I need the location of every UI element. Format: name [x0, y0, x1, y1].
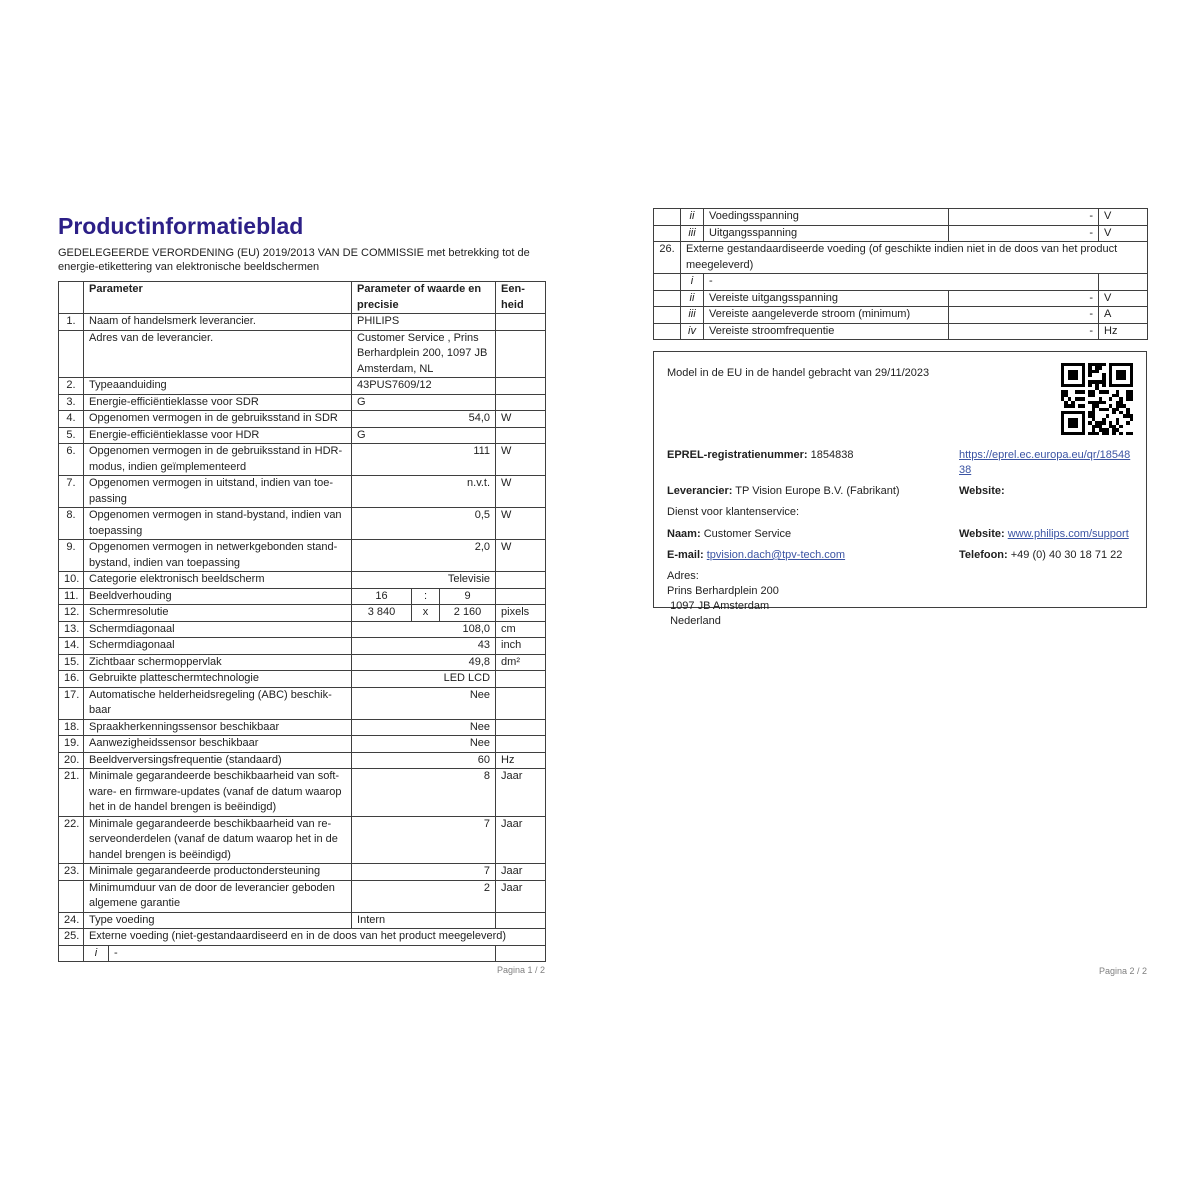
table-row	[59, 654, 546, 671]
parameter-cell: Zichtbaar schermoppervlak	[84, 654, 352, 671]
value-cell: 3 840	[352, 605, 412, 622]
row-number-cell: 6.	[59, 444, 84, 476]
parameter-cell: Voedingsspanning	[704, 209, 949, 226]
unit-cell	[496, 378, 546, 395]
phone-value: +49 (0) 40 30 18 71 22	[1010, 549, 1123, 561]
supplier-info-box	[653, 351, 1147, 627]
table-row	[59, 444, 546, 476]
value-cell: 54,0	[352, 411, 496, 428]
table-row	[59, 314, 546, 331]
parameter-cell: Beeldverhouding	[84, 588, 352, 605]
regulation-subtitle: GEDELEGEERDE VERORDENING (EU) 2019/2013 VAN DE COMMISSIE met betrekking tot de energie-etikettering van elektronische beeldschermen	[58, 247, 530, 273]
value-cell: -	[949, 290, 1099, 307]
value-cell: LED LCD	[352, 671, 496, 688]
sub-index-cell: i	[681, 274, 704, 291]
qr-code-icon	[1061, 363, 1133, 435]
name-website-row	[667, 527, 1133, 542]
value-cell: 2	[352, 880, 496, 912]
value-cell: Nee	[352, 687, 496, 719]
header-unit: Een-heid	[496, 282, 546, 314]
table-row	[59, 816, 546, 864]
parameter-cell: Minimumduur van de door de leverancier geboden algemene garantie	[84, 880, 352, 912]
table-row	[59, 671, 546, 688]
unit-cell: Hz	[496, 752, 546, 769]
value-cell: -	[949, 323, 1099, 340]
row-number-cell: 20.	[59, 752, 84, 769]
unit-cell: W	[496, 540, 546, 572]
value-cell: Nee	[352, 719, 496, 736]
table-row	[654, 242, 1148, 274]
page1-footer: Pagina 1 / 2	[496, 965, 545, 975]
unit-cell: dm²	[496, 654, 546, 671]
service-name	[667, 527, 955, 542]
unit-cell: Jaar	[496, 769, 546, 817]
supplier-name: TP Vision Europe B.V. (Fabrikant)	[735, 485, 900, 497]
eprel-link[interactable]: https://eprel.ec.europa.eu/qr/1854838	[959, 449, 1131, 476]
supplier	[667, 484, 955, 499]
value-cell: 49,8	[352, 654, 496, 671]
parameter-cell: Opgenomen vermogen in stand-bystand, indien van toepassing	[84, 508, 352, 540]
table-row	[59, 945, 546, 962]
table-row	[59, 330, 546, 378]
parameter-cell: Energie-efficiëntieklasse voor HDR	[84, 427, 352, 444]
parameter-cell: Vereiste stroomfrequentie	[704, 323, 949, 340]
unit-cell: W	[496, 476, 546, 508]
table-row	[654, 225, 1148, 242]
sub-index-cell: iii	[681, 225, 704, 242]
value-cell: -	[949, 307, 1099, 324]
table-row	[59, 864, 546, 881]
sub-index-cell: iii	[681, 307, 704, 324]
value-cell: Customer Service , Prins Berhardplein 200, 1097 JB Amsterdam, NL	[352, 330, 496, 378]
parameter-cell: Type voeding	[84, 912, 352, 929]
parameter-cell: Categorie elektronisch beeldscherm	[84, 572, 352, 589]
row-number-cell	[654, 323, 681, 340]
row-number-cell: 7.	[59, 476, 84, 508]
unit-cell: W	[496, 508, 546, 540]
parameter-cell: Vereiste uitgangsspanning	[704, 290, 949, 307]
value-cell: 0,5	[352, 508, 496, 540]
unit-cell: W	[496, 444, 546, 476]
row-number-cell: 23.	[59, 864, 84, 881]
value-cell: 108,0	[352, 621, 496, 638]
unit-cell	[496, 945, 546, 962]
table-row	[59, 378, 546, 395]
table-row	[59, 411, 546, 428]
parameter-cell: Naam of handelsmerk leverancier.	[84, 314, 352, 331]
table-row	[654, 307, 1148, 324]
email-phone-row	[667, 548, 1133, 563]
parameter-cell: Opgenomen vermogen in de gebruiksstand in HDR-modus, indien geïmplementeerd	[84, 444, 352, 476]
unit-cell	[496, 572, 546, 589]
support-website-link[interactable]: www.philips.com/support	[1007, 528, 1129, 540]
product-parameters-table	[58, 281, 546, 962]
table-row	[59, 508, 546, 540]
row-number-cell: 26.	[654, 242, 681, 274]
unit-cell: W	[496, 411, 546, 428]
value-cell: 111	[352, 444, 496, 476]
address-line: Nederland	[667, 615, 721, 627]
parameter-cell: Minimale gegarandeerde beschikbaarheid van soft-ware- en firmware-updates (vanaf de datum waarop het in de handel brengen is beëindigd)	[84, 769, 352, 817]
spanning-parameter-cell: Externe voeding (niet-gestandaardiseerd en in de doos van het product meegeleverd)	[84, 929, 546, 946]
table-row	[59, 912, 546, 929]
value-cell: Nee	[352, 736, 496, 753]
table-row	[59, 621, 546, 638]
value-separator-cell: :	[412, 588, 440, 605]
row-number-cell	[59, 945, 84, 962]
parameter-cell: Minimale gegarandeerde beschikbaarheid van re-serveonderdelen (vanaf de datum waarop het in de handel brengen is beëindigd)	[84, 816, 352, 864]
unit-cell	[496, 330, 546, 378]
value-cell: 7	[352, 816, 496, 864]
service-email	[667, 548, 955, 563]
table-row	[654, 290, 1148, 307]
parameter-cell: Minimale gegarandeerde productondersteuning	[84, 864, 352, 881]
parameter-cell: Schermdiagonaal	[84, 621, 352, 638]
value-cell: n.v.t.	[352, 476, 496, 508]
parameter-cell: Typeaanduiding	[84, 378, 352, 395]
address-line: Prins Berhardplein 200	[667, 585, 779, 597]
value-cell: 43	[352, 638, 496, 655]
table-row	[59, 687, 546, 719]
row-number-cell: 18.	[59, 719, 84, 736]
table-row	[59, 394, 546, 411]
unit-cell	[1099, 274, 1148, 291]
unit-cell: Jaar	[496, 864, 546, 881]
unit-cell: Jaar	[496, 880, 546, 912]
table-row	[59, 638, 546, 655]
value-cell: 8	[352, 769, 496, 817]
support-website-label: Website:	[959, 528, 1005, 540]
table-row	[654, 274, 1148, 291]
value-cell: 16	[352, 588, 412, 605]
header-value: Parameter of waarde en precisie	[352, 282, 496, 314]
row-number-cell: 13.	[59, 621, 84, 638]
address-block	[667, 569, 1133, 629]
unit-cell: V	[1099, 209, 1148, 226]
website-label: Website:	[959, 485, 1005, 497]
unit-cell	[496, 671, 546, 688]
unit-cell: V	[1099, 225, 1148, 242]
row-number-cell: 25.	[59, 929, 84, 946]
unit-cell: cm	[496, 621, 546, 638]
value-cell: 9	[440, 588, 496, 605]
row-number-cell	[654, 225, 681, 242]
unit-cell	[496, 736, 546, 753]
row-number-cell: 17.	[59, 687, 84, 719]
table-row	[59, 540, 546, 572]
row-number-cell: 15.	[59, 654, 84, 671]
eprel-number: 1854838	[810, 449, 854, 461]
value-cell: Televisie	[352, 572, 496, 589]
website-label-cell	[959, 484, 1133, 499]
phone-label: Telefoon:	[959, 549, 1008, 561]
value-cell: -	[949, 225, 1099, 242]
row-number-cell: 21.	[59, 769, 84, 817]
page2-footer: Pagina 2 / 2	[1098, 966, 1147, 976]
support-website-cell	[959, 527, 1133, 542]
page-1	[58, 213, 545, 976]
model-market-date: Model in de EU in de handel gebracht van 29/11/2023	[667, 367, 930, 379]
row-number-cell: 9.	[59, 540, 84, 572]
dash-value-cell: -	[704, 274, 1099, 291]
table-row	[59, 476, 546, 508]
email-label: E-mail:	[667, 549, 704, 561]
table-row	[59, 736, 546, 753]
row-number-cell: 1.	[59, 314, 84, 331]
table-header-row	[59, 282, 546, 314]
unit-cell	[496, 427, 546, 444]
row-number-cell: 5.	[59, 427, 84, 444]
row-number-cell: 4.	[59, 411, 84, 428]
table-row	[59, 588, 546, 605]
parameter-cell: Automatische helderheidsregeling (ABC) beschik-baar	[84, 687, 352, 719]
unit-cell	[496, 588, 546, 605]
parameter-cell: Beeldverversingsfrequentie (standaard)	[84, 752, 352, 769]
parameter-cell: Schermdiagonaal	[84, 638, 352, 655]
email-link[interactable]: tpvision.dach@tpv-tech.com	[706, 549, 846, 561]
unit-cell	[496, 314, 546, 331]
table-row	[654, 209, 1148, 226]
row-number-cell: 19.	[59, 736, 84, 753]
row-number-cell: 10.	[59, 572, 84, 589]
eprel-link-cell	[959, 448, 1133, 478]
unit-cell: Jaar	[496, 816, 546, 864]
unit-cell	[496, 719, 546, 736]
value-cell: 2 160	[440, 605, 496, 622]
eprel-label: EPREL-registratienummer:	[667, 449, 808, 461]
parameter-cell: Spraakherkenningssensor beschikbaar	[84, 719, 352, 736]
parameter-cell: Uitgangsspanning	[704, 225, 949, 242]
parameter-cell: Gebruikte platteschermtechnologie	[84, 671, 352, 688]
page-2	[653, 208, 1147, 976]
supplier-row	[667, 484, 1133, 499]
sub-index-cell: ii	[681, 209, 704, 226]
row-number-cell	[59, 880, 84, 912]
sub-index-cell: i	[84, 945, 109, 962]
table-row	[59, 605, 546, 622]
row-number-cell: 22.	[59, 816, 84, 864]
value-cell: 43PUS7609/12	[352, 378, 496, 395]
table-row	[59, 719, 546, 736]
row-number-cell: 2.	[59, 378, 84, 395]
row-number-cell: 16.	[59, 671, 84, 688]
name-label: Naam:	[667, 528, 701, 540]
eprel-registration	[667, 448, 955, 463]
value-cell: -	[949, 209, 1099, 226]
name-value: Customer Service	[703, 528, 792, 540]
unit-cell	[496, 394, 546, 411]
value-cell: 2,0	[352, 540, 496, 572]
phone-cell	[959, 548, 1133, 563]
parameter-cell: Opgenomen vermogen in uitstand, indien van toe-passing	[84, 476, 352, 508]
dash-value-cell: -	[109, 945, 496, 962]
address-label: Adres:	[667, 570, 699, 582]
unit-cell: Hz	[1099, 323, 1148, 340]
page-title: Productinformatieblad	[58, 213, 304, 239]
unit-cell	[496, 912, 546, 929]
unit-cell	[496, 687, 546, 719]
value-cell: G	[352, 394, 496, 411]
parameter-cell: Energie-efficiëntieklasse voor SDR	[84, 394, 352, 411]
value-cell: 7	[352, 864, 496, 881]
eprel-row	[667, 448, 1133, 478]
unit-cell: A	[1099, 307, 1148, 324]
value-separator-cell: x	[412, 605, 440, 622]
parameter-cell: Adres van de leverancier.	[84, 330, 352, 378]
customer-service-heading: Dienst voor klantenservice:	[667, 506, 800, 518]
parameter-cell: Vereiste aangeleverde stroom (minimum)	[704, 307, 949, 324]
unit-cell: pixels	[496, 605, 546, 622]
value-cell: G	[352, 427, 496, 444]
row-number-cell	[654, 290, 681, 307]
value-cell: PHILIPS	[352, 314, 496, 331]
row-number-cell: 24.	[59, 912, 84, 929]
parameter-cell: Opgenomen vermogen in netwerkgebonden stand-bystand, indien van toepassing	[84, 540, 352, 572]
table-row	[59, 752, 546, 769]
parameter-cell: Aanwezigheidssensor beschikbaar	[84, 736, 352, 753]
row-number-cell	[654, 209, 681, 226]
table-row	[59, 880, 546, 912]
sub-index-cell: ii	[681, 290, 704, 307]
unit-cell: V	[1099, 290, 1148, 307]
row-number-cell: 12.	[59, 605, 84, 622]
supplier-label: Leverancier:	[667, 485, 733, 497]
table-row	[59, 427, 546, 444]
row-number-cell: 3.	[59, 394, 84, 411]
sub-index-cell: iv	[681, 323, 704, 340]
row-number-cell: 14.	[59, 638, 84, 655]
value-cell: 60	[352, 752, 496, 769]
header-parameter: Parameter	[84, 282, 352, 314]
table-row	[59, 572, 546, 589]
value-cell: Intern	[352, 912, 496, 929]
table-row	[654, 323, 1148, 340]
row-number-cell: 11.	[59, 588, 84, 605]
table-row	[59, 929, 546, 946]
table-row	[59, 769, 546, 817]
row-number-cell	[654, 307, 681, 324]
row-number-cell	[59, 330, 84, 378]
row-number-cell	[654, 274, 681, 291]
parameter-cell: Opgenomen vermogen in de gebruiksstand in SDR	[84, 411, 352, 428]
model-and-qr-row	[667, 363, 1133, 435]
address-line: 1097 JB Amsterdam	[667, 600, 770, 612]
power-parameters-table	[653, 208, 1148, 340]
spanning-parameter-cell: Externe gestandaardiseerde voeding (of geschikte indien niet in de doos van het product meegeleverd)	[681, 242, 1148, 274]
unit-cell: inch	[496, 638, 546, 655]
row-number-cell: 8.	[59, 508, 84, 540]
parameter-cell: Schermresolutie	[84, 605, 352, 622]
header-number-cell	[59, 282, 84, 314]
